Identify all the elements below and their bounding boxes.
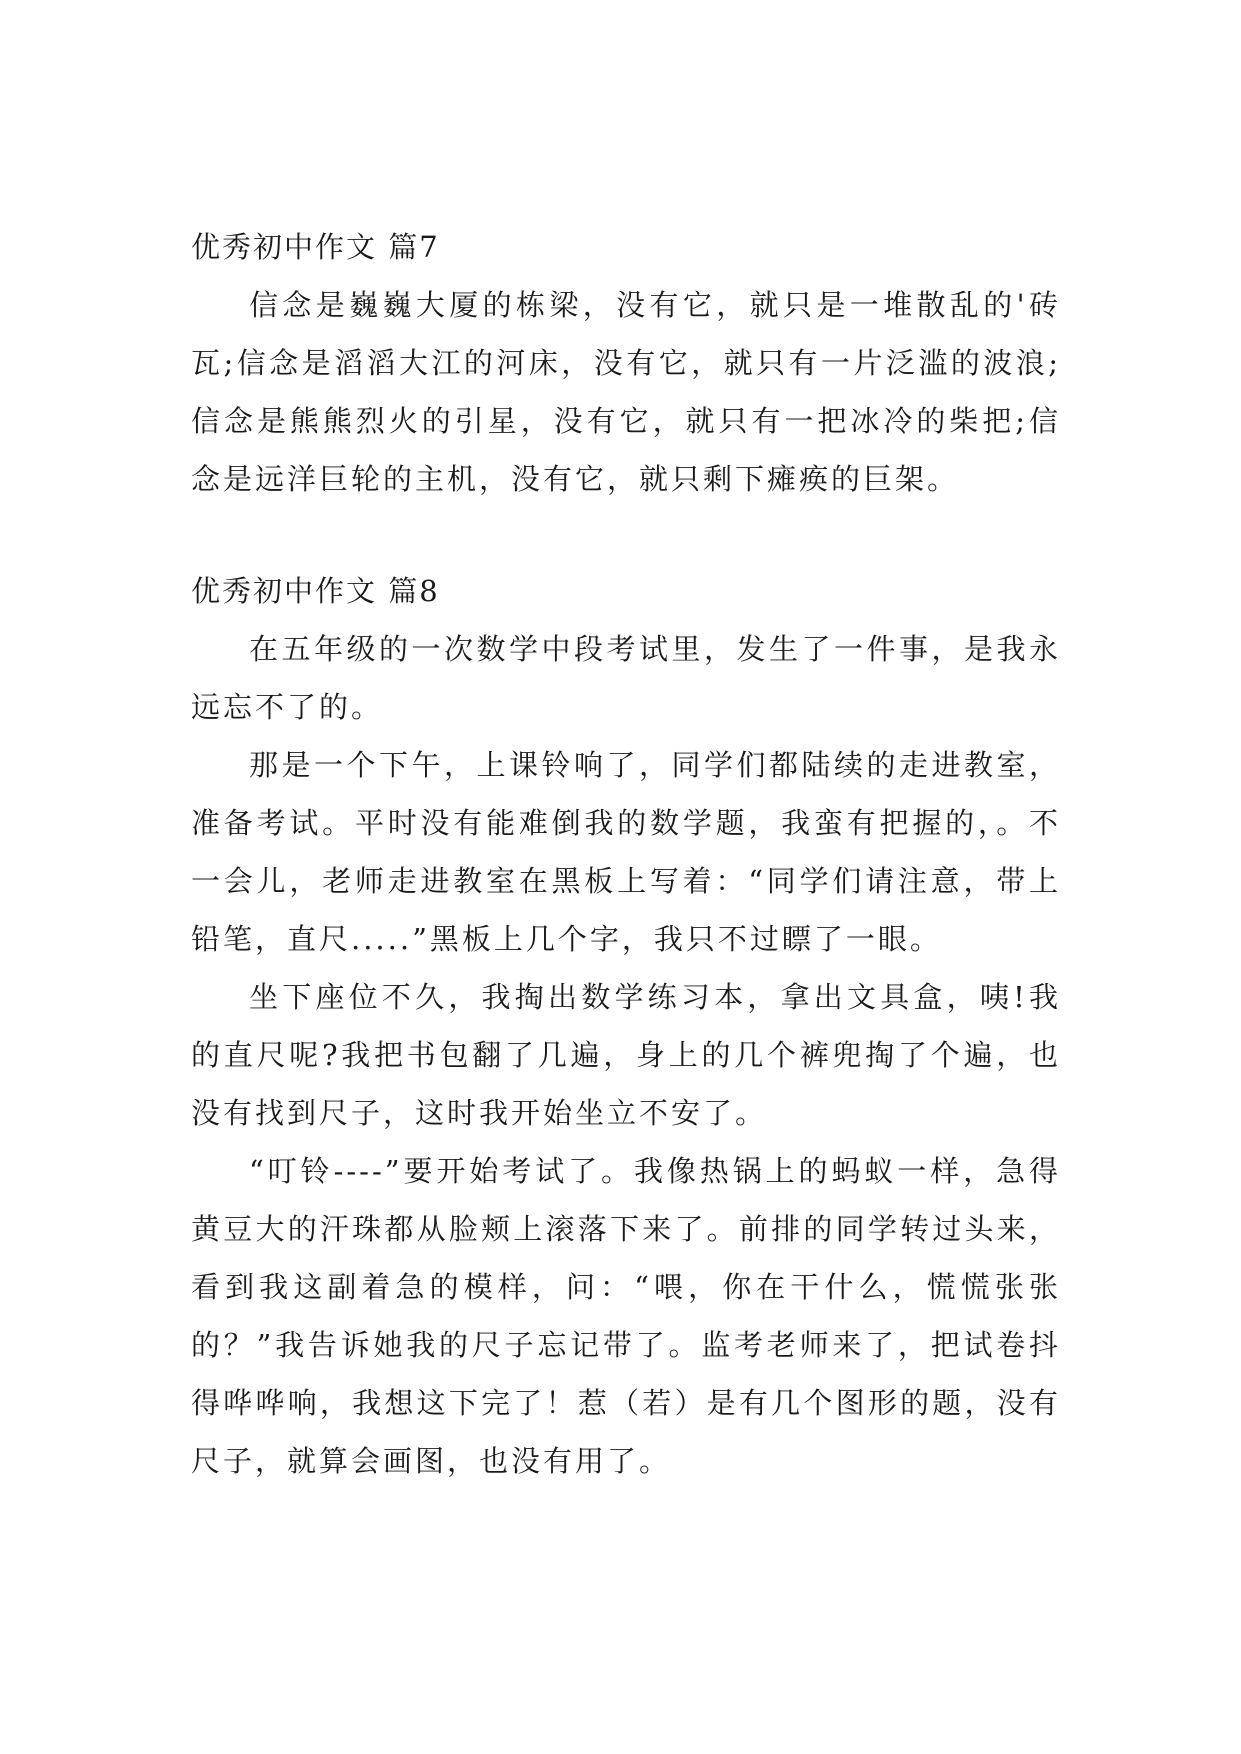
body-paragraph: 信念是巍巍大厦的栋梁，没有它，就只是一堆散乱的'砖瓦;信念是滔滔大江的河床，没有它，就只有一片泛滥的波浪;信念是熊熊烈火的引星，没有它，就只有一把冰冷的柴把;信念是远洋巨轮的主机，没有它，就只剩下瘫痪的巨架。 (191, 288, 1061, 496)
body-paragraph: 在五年级的一次数学中段考试里，发生了一件事，是我永远忘不了的。 (191, 632, 1061, 724)
section-heading: 优秀初中作文 篇8 (191, 574, 440, 608)
essay-section-8 (191, 562, 1061, 1490)
document-body (191, 218, 1061, 1490)
essay-section-7 (191, 218, 1061, 508)
body-paragraph: 那是一个下午，上课铃响了，同学们都陆续的走进教室，准备考试。平时没有能难倒我的数学题，我蛮有把握的，。不一会儿，老师走进教室在黑板上写着：“同学们请注意，带上铅笔，直尺.....”黑板上几个字，我只不过瞟了一眼。 (191, 748, 1061, 956)
body-paragraph: 坐下座位不久，我掏出数学练习本，拿出文具盒，咦!我的直尺呢?我把书包翻了几遍，身上的几个裤兜掏了个遍，也没有找到尺子，这时我开始坐立不安了。 (191, 980, 1061, 1130)
section-heading: 优秀初中作文 篇7 (191, 230, 440, 264)
body-paragraph: “叮铃----”要开始考试了。我像热锅上的蚂蚁一样，急得黄豆大的汗珠都从脸颊上滚落下来了。前排的同学转过头来，看到我这副着急的模样，问：“喂，你在干什么，慌慌张张的？”我告诉她我的尺子忘记带了。监考老师来了，把试卷抖得哗哗响，我想这下完了！惹（若）是有几个图形的题，没有尺子，就算会画图，也没有用了。 (191, 1154, 1061, 1478)
